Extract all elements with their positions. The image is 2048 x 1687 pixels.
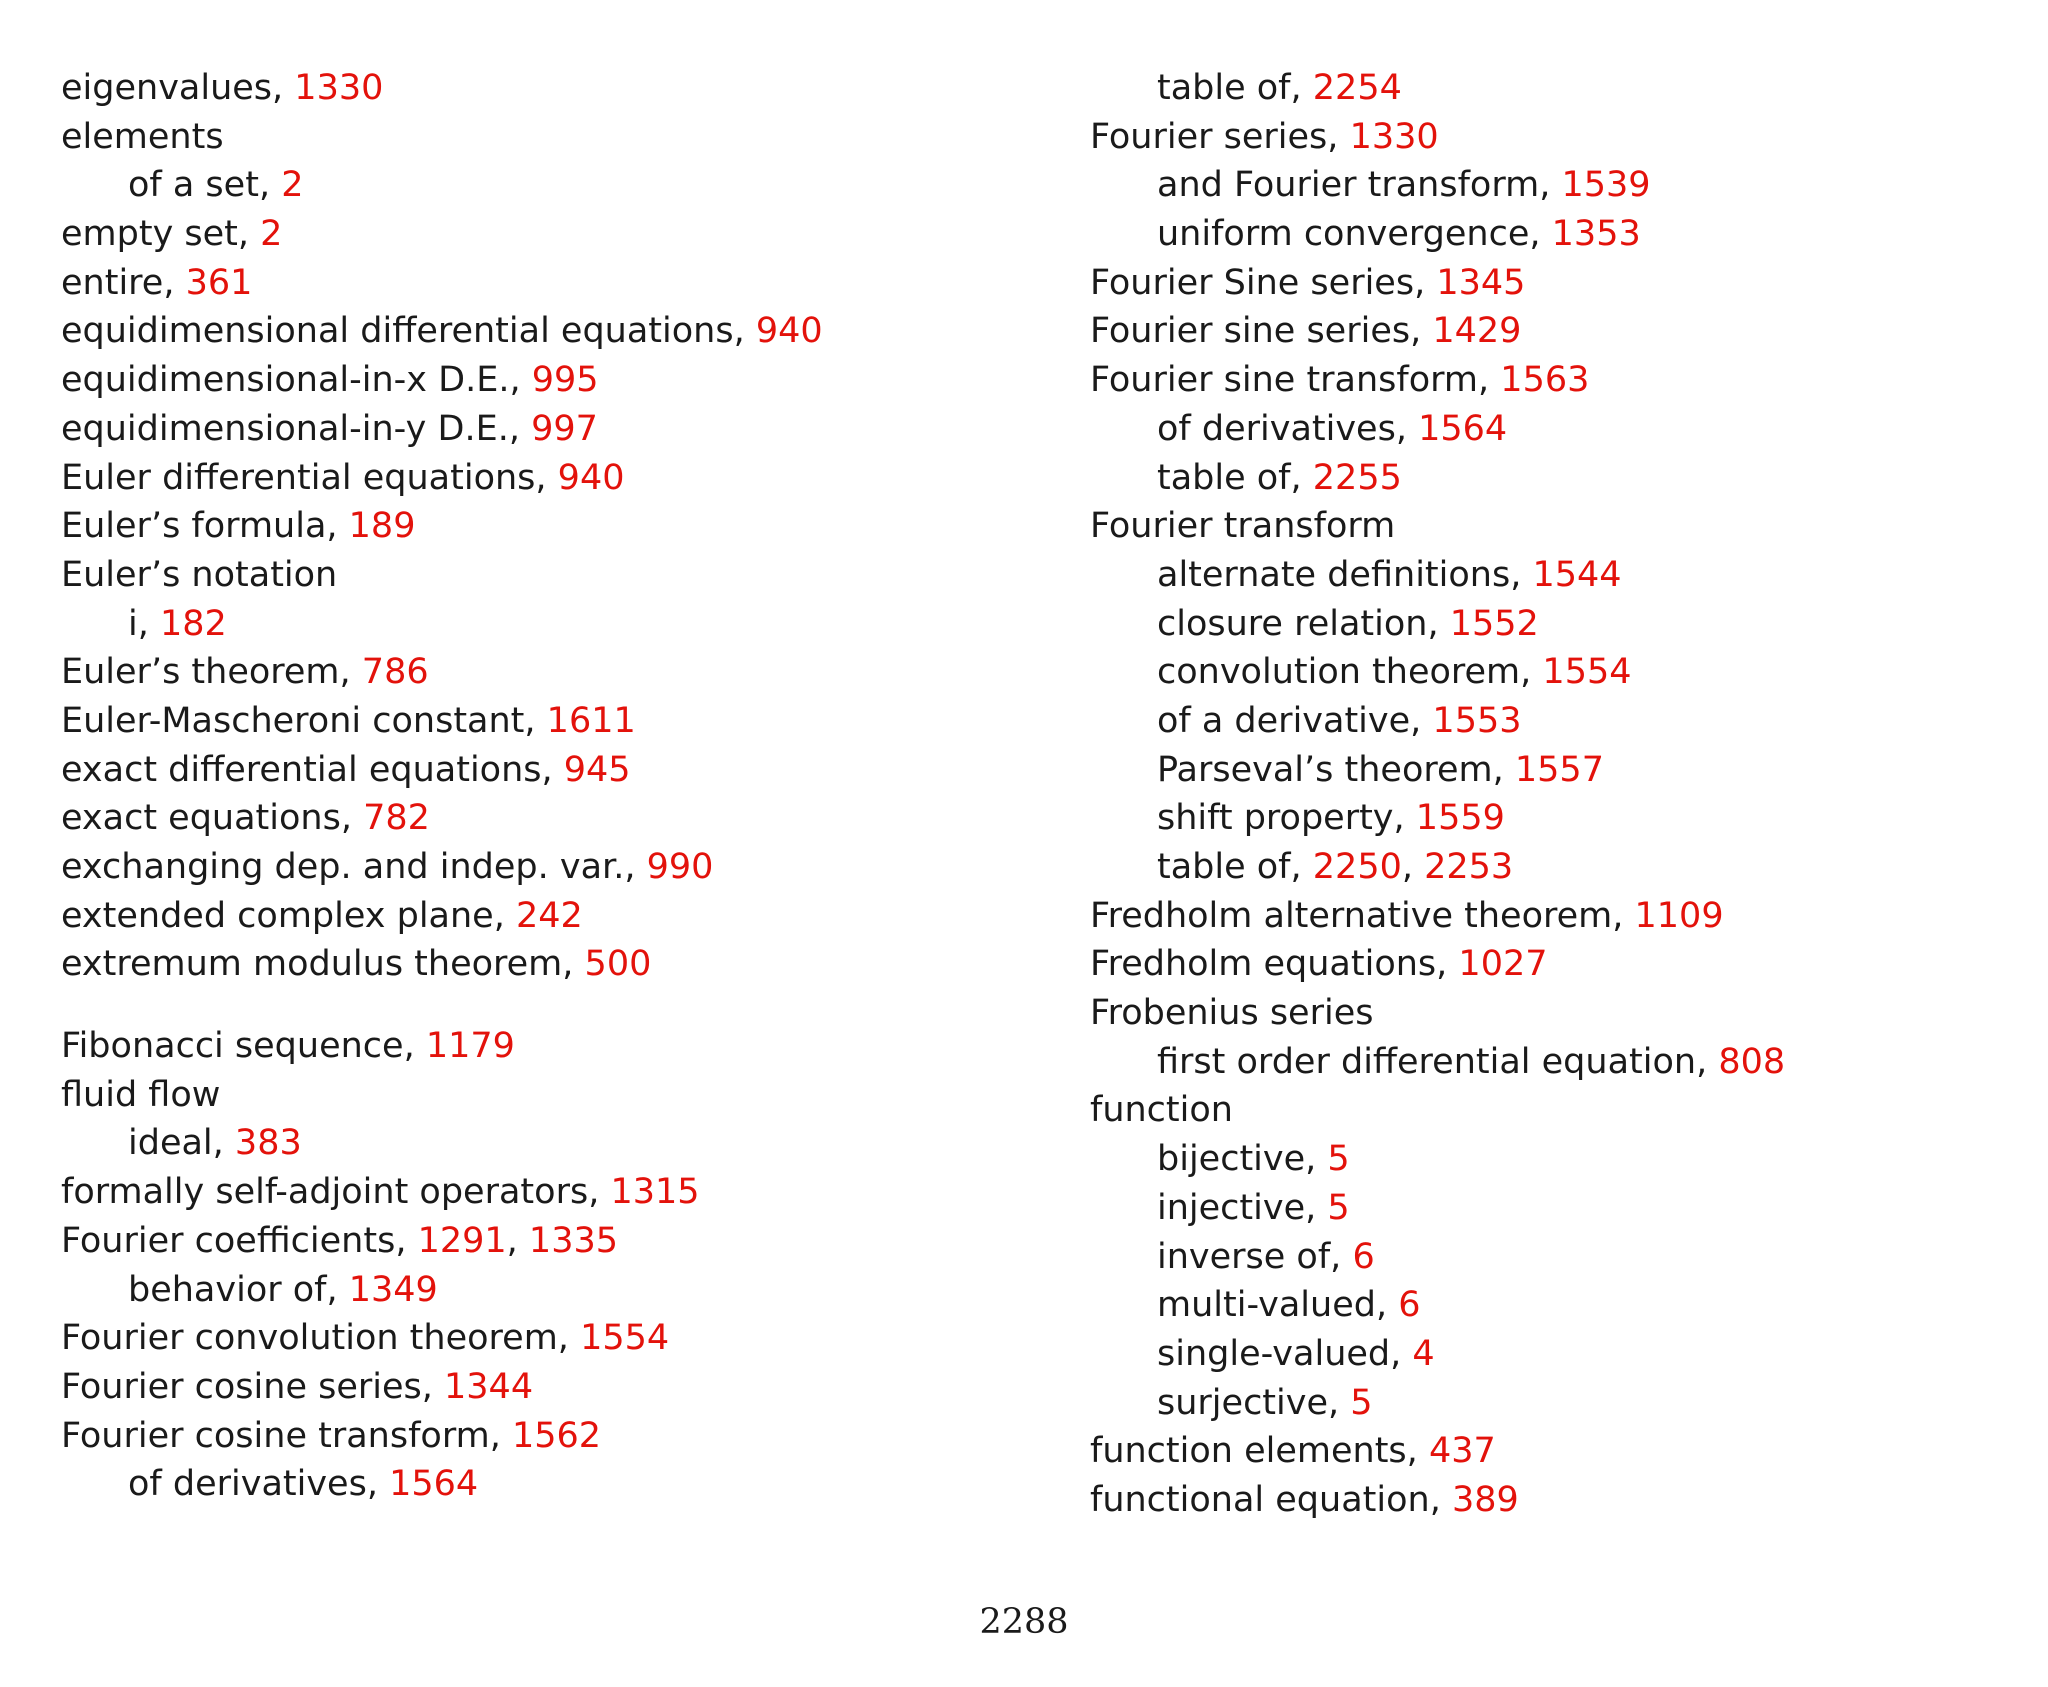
index-term: shift property (1157, 798, 1394, 839)
separator: , (1305, 1139, 1328, 1180)
page-reference-link[interactable]: 5 (1350, 1382, 1373, 1423)
index-term: of a set (128, 165, 259, 206)
page-reference-link[interactable]: 808 (1718, 1041, 1786, 1082)
index-term: functional equation (1090, 1479, 1430, 1520)
separator: , (163, 262, 186, 303)
index-term: of a derivative (1157, 700, 1411, 741)
index-entry (1090, 259, 1990, 308)
separator: , (340, 798, 364, 839)
index-term: Fourier series (1090, 116, 1328, 157)
index-entry (61, 113, 1021, 162)
index-subentry (1090, 551, 1990, 600)
page-reference-link[interactable]: 1564 (1418, 408, 1508, 449)
page-reference-link[interactable]: 500 (584, 944, 652, 985)
index-subentry (1090, 405, 1990, 454)
index-term: Fourier transform (1090, 506, 1396, 547)
index-term: first order differential equation (1157, 1041, 1697, 1082)
index-subentry (1090, 1038, 1990, 1087)
index-entry (61, 307, 1021, 356)
separator: , (1410, 700, 1433, 741)
separator: , (508, 408, 532, 449)
index-entry (61, 1363, 1021, 1412)
page-reference-link[interactable]: 1562 (511, 1415, 602, 1456)
index-term: Fourier cosine transform (61, 1415, 490, 1456)
index-subentry (61, 1119, 1021, 1168)
index-entry (61, 356, 1021, 405)
index-subentry (1090, 1379, 1990, 1428)
page-reference-link[interactable]: 2250 (1312, 847, 1402, 887)
index-entry (61, 405, 1021, 454)
index-entry (61, 64, 1021, 113)
separator: , (506, 1220, 529, 1261)
index-term: single-valued (1157, 1333, 1391, 1374)
index-entry (61, 210, 1021, 259)
separator: , (1327, 116, 1350, 157)
index-subentry (1090, 1184, 1990, 1233)
index-term: closure relation (1157, 603, 1428, 644)
index-term: Fredholm equations (1090, 944, 1437, 985)
separator: , (1401, 847, 1425, 887)
page-reference-link[interactable]: 1557 (1514, 749, 1604, 790)
page-reference-link[interactable]: 995 (531, 360, 599, 401)
index-subentry (1090, 1330, 1990, 1379)
page-reference-link[interactable]: 242 (515, 895, 583, 936)
index-term: Parseval’s theorem (1157, 749, 1493, 790)
index-term: Fourier sine series (1090, 311, 1411, 352)
separator: , (535, 457, 558, 498)
page-reference-link[interactable]: 940 (557, 457, 625, 498)
index-term: elements (61, 116, 224, 157)
page-reference-link[interactable]: 1291 (417, 1220, 507, 1261)
page-reference-link[interactable]: 990 (646, 847, 714, 887)
index-subentry (61, 1266, 1021, 1315)
index-term: function (1090, 1090, 1233, 1131)
index-term: bijective (1157, 1139, 1306, 1180)
separator: , (1529, 214, 1552, 255)
index-term: entire (61, 262, 164, 303)
separator: , (326, 1269, 349, 1310)
page-reference-link[interactable]: 1563 (1500, 360, 1590, 401)
page-reference-link[interactable]: 2254 (1312, 68, 1402, 108)
index-term: Euler-Mascheroni constant (61, 700, 525, 741)
separator: , (524, 700, 547, 741)
separator: , (1305, 1187, 1328, 1228)
index-column-right (1090, 64, 1990, 1525)
separator: , (1406, 1431, 1429, 1472)
separator: , (1520, 652, 1543, 693)
page-reference-link[interactable]: 1179 (425, 1026, 515, 1067)
separator: , (1375, 1285, 1399, 1326)
index-term: equidimensional differential equations (61, 311, 734, 352)
page-reference-link[interactable]: 786 (361, 652, 429, 693)
page-reference-link[interactable]: 1345 (1436, 262, 1526, 303)
separator: , (1290, 68, 1313, 108)
index-term: Fourier convolution theorem (61, 1318, 558, 1359)
index-term: multi-valued (1157, 1285, 1376, 1326)
index-entry (61, 1217, 1021, 1266)
separator: , (1330, 1236, 1353, 1277)
index-subentry (61, 1460, 1021, 1509)
page-number: 2288 (979, 1602, 1069, 1642)
index-term: table of (1157, 68, 1291, 108)
index-term: eigenvalues (61, 68, 273, 108)
page-reference-link[interactable]: 182 (160, 603, 227, 644)
separator: , (1612, 895, 1635, 936)
index-term: Fredholm alternative theorem (1090, 895, 1613, 936)
page-reference-link[interactable]: 1554 (1542, 652, 1632, 693)
index-term: Euler’s theorem (61, 652, 340, 693)
index-entry (61, 502, 1021, 551)
index-term: exact differential equations (61, 749, 542, 790)
index-term: i (128, 603, 138, 644)
index-subentry (61, 600, 1021, 649)
page-reference-link[interactable]: 1552 (1449, 603, 1539, 644)
separator: , (1510, 554, 1533, 595)
index-term: Fibonacci sequence (61, 1026, 404, 1067)
index-term: exact equations (61, 798, 341, 839)
page-reference-link[interactable]: 5 (1327, 1187, 1350, 1228)
page-reference-link[interactable]: 2255 (1312, 457, 1402, 498)
separator: , (1429, 1479, 1452, 1520)
index-term: formally self-adjoint operators (61, 1172, 589, 1213)
index-term: surjective (1157, 1382, 1329, 1423)
separator: , (137, 603, 160, 644)
page-reference-link[interactable]: 4 (1412, 1333, 1435, 1374)
page-reference-link[interactable]: 5 (1327, 1139, 1350, 1180)
index-entry (61, 648, 1021, 697)
index-subentry (1090, 1135, 1990, 1184)
index-entry (61, 1022, 1021, 1071)
page-reference-link[interactable]: 1611 (546, 700, 636, 741)
index-entry (61, 940, 1021, 989)
separator: , (733, 311, 756, 352)
index-subentry (1090, 648, 1990, 697)
page-reference-link[interactable]: 1553 (1432, 700, 1522, 741)
separator: , (272, 68, 295, 108)
index-subentry (1090, 1233, 1990, 1282)
page-reference-link[interactable]: 1544 (1532, 554, 1622, 595)
page-reference-link[interactable]: 361 (185, 262, 253, 303)
page-reference-link[interactable]: 1330 (294, 68, 384, 108)
index-entry (1090, 307, 1990, 356)
index-entry (61, 892, 1021, 941)
page-reference-link[interactable]: 2253 (1424, 847, 1514, 887)
separator: , (1290, 457, 1313, 498)
separator: , (1492, 749, 1515, 790)
separator: , (562, 944, 585, 985)
page-reference-link[interactable]: 1564 (389, 1464, 479, 1505)
index-term: Fourier Sine series (1090, 262, 1415, 303)
index-entry (61, 1071, 1021, 1120)
index-subentry (1090, 697, 1990, 746)
index-term: extended complex plane (61, 895, 494, 936)
page-reference-link[interactable]: 6 (1398, 1285, 1421, 1326)
index-entry (1090, 989, 1990, 1038)
index-term: injective (1157, 1187, 1306, 1228)
index-term: ideal (128, 1123, 213, 1164)
index-subentry (1090, 210, 1990, 259)
separator: , (1395, 408, 1419, 449)
index-term: of derivatives (128, 1464, 367, 1505)
page-reference-link[interactable]: 437 (1428, 1431, 1496, 1472)
page-reference-link[interactable]: 1344 (444, 1366, 534, 1407)
index-subentry (1090, 161, 1990, 210)
index-term: alternate definitions (1157, 554, 1511, 595)
separator: , (1427, 603, 1450, 644)
index-subentry (1090, 64, 1990, 113)
index-term: function elements (1090, 1431, 1407, 1472)
separator: , (1696, 1041, 1719, 1082)
index-entry (61, 259, 1021, 308)
index-term: table of (1157, 847, 1291, 887)
index-term: fluid flow (61, 1074, 221, 1115)
separator: , (326, 506, 349, 547)
separator: , (509, 360, 532, 401)
index-subentry (61, 161, 1021, 210)
page-reference-link[interactable]: 1109 (1634, 895, 1724, 936)
index-term: convolution theorem (1157, 652, 1521, 693)
separator: , (339, 652, 362, 693)
separator: , (1539, 165, 1562, 206)
index-subentry (1090, 454, 1990, 503)
page-reference-link[interactable]: 1315 (610, 1172, 700, 1213)
page-reference-link[interactable]: 1335 (528, 1220, 618, 1261)
separator: , (258, 165, 282, 206)
page-reference-link[interactable]: 189 (348, 506, 416, 547)
page-reference-link[interactable]: 997 (531, 408, 598, 449)
index-entry (1090, 113, 1990, 162)
page-reference-link[interactable]: 1349 (348, 1269, 438, 1310)
index-term: empty set (61, 214, 238, 255)
index-entry (61, 1168, 1021, 1217)
separator: , (624, 847, 647, 887)
index-term: extremum modulus theorem (61, 944, 563, 985)
page-reference-link[interactable]: 1330 (1349, 116, 1439, 157)
separator: , (1410, 311, 1433, 352)
index-term: equidimensional-in-x D.E. (61, 360, 510, 401)
separator: , (366, 1464, 390, 1505)
page-reference-link[interactable]: 782 (363, 798, 430, 839)
index-term: Euler differential equations (61, 457, 536, 498)
separator: , (395, 1220, 418, 1261)
index-entry (1090, 1086, 1990, 1135)
page-reference-link[interactable]: 1353 (1551, 214, 1641, 255)
index-term: Fourier cosine series (61, 1366, 422, 1407)
index-term: Euler’s notation (61, 554, 338, 595)
separator: , (1436, 944, 1459, 985)
index-term: inverse of (1157, 1236, 1331, 1277)
separator: , (237, 214, 261, 255)
page-reference-link[interactable]: 383 (234, 1123, 302, 1164)
index-entry (61, 1412, 1021, 1461)
index-term: Frobenius series (1090, 993, 1374, 1034)
page-reference-link[interactable]: 940 (755, 311, 823, 352)
separator: , (1478, 360, 1501, 401)
index-entry (1090, 1427, 1990, 1476)
index-entry (1090, 356, 1990, 405)
index-term: behavior of (128, 1269, 327, 1310)
index-subentry (1090, 600, 1990, 649)
page-reference-link[interactable]: 1429 (1432, 311, 1522, 352)
index-column-left (61, 64, 1021, 1509)
index-term: exchanging dep. and indep. var. (61, 847, 625, 887)
index-entry (61, 843, 1021, 892)
separator: , (557, 1318, 581, 1359)
separator: , (1390, 1333, 1413, 1374)
index-term: uniform convergence (1157, 214, 1530, 255)
page-reference-link[interactable]: 1539 (1561, 165, 1651, 206)
index-entry (61, 794, 1021, 843)
index-term: equidimensional-in-y D.E. (61, 408, 509, 449)
index-entry (61, 551, 1021, 600)
separator: , (421, 1366, 445, 1407)
separator: , (1290, 847, 1313, 887)
page-reference-link[interactable]: 2 (281, 165, 304, 206)
separator: , (212, 1123, 235, 1164)
index-term: and Fourier transform (1157, 165, 1540, 206)
index-subentry (1090, 794, 1990, 843)
separator: , (489, 1415, 512, 1456)
separator: , (1414, 262, 1437, 303)
index-term: Euler’s formula (61, 506, 327, 547)
index-term: table of (1157, 457, 1291, 498)
index-term: Fourier sine transform (1090, 360, 1479, 401)
index-entry (61, 746, 1021, 795)
page-reference-link[interactable]: 1027 (1458, 944, 1548, 985)
index-entry (61, 697, 1021, 746)
separator: , (493, 895, 516, 936)
index-entry (61, 1314, 1021, 1363)
index-entry (1090, 892, 1990, 941)
separator: , (588, 1172, 611, 1213)
index-subentry (1090, 746, 1990, 795)
index-entry (61, 454, 1021, 503)
index-subentry (1090, 843, 1990, 892)
index-term: of derivatives (1157, 408, 1396, 449)
index-entry (1090, 1476, 1990, 1525)
separator: , (1393, 798, 1416, 839)
page-reference-link[interactable]: 945 (563, 749, 631, 790)
page-reference-link[interactable]: 389 (1451, 1479, 1519, 1520)
page-reference-link[interactable]: 2 (260, 214, 283, 255)
separator: , (403, 1026, 426, 1067)
index-subentry (1090, 1281, 1990, 1330)
index-entry (1090, 940, 1990, 989)
page-reference-link[interactable]: 6 (1352, 1236, 1375, 1277)
separator: , (541, 749, 564, 790)
page-reference-link[interactable]: 1559 (1415, 798, 1505, 839)
index-entry (1090, 502, 1990, 551)
page-reference-link[interactable]: 1554 (580, 1318, 670, 1359)
separator: , (1328, 1382, 1351, 1423)
index-term: Fourier coefficients (61, 1220, 396, 1261)
